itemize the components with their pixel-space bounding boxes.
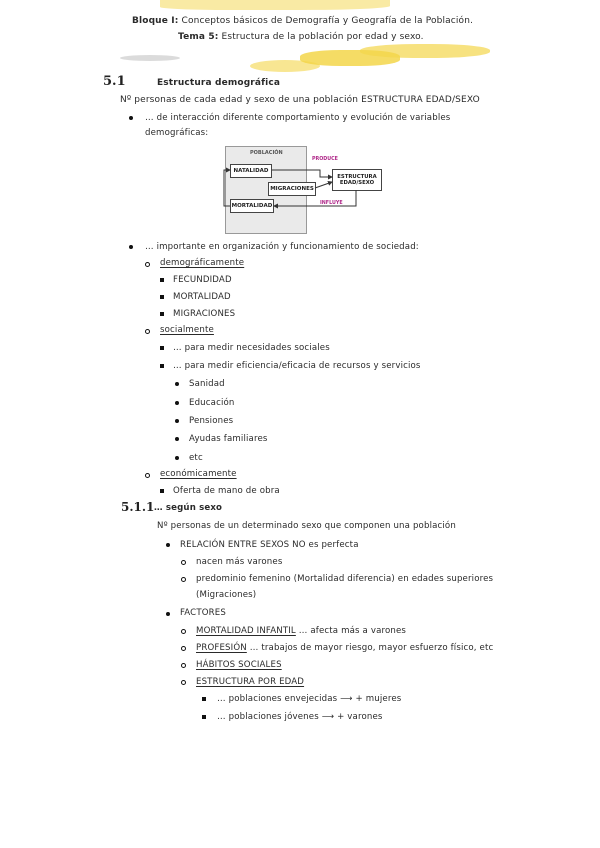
circle-bullet [145,473,150,478]
social-sub-3: Pensiones [189,416,234,426]
square-bullet [160,312,164,316]
factores-title: FACTORES [180,608,226,618]
square-bullet [202,715,206,719]
circle-bullet [181,560,186,565]
relation-item-1: nacen más varones [196,557,283,567]
bullet-1-line-1: … de interacción diferente comportamiento y evolución de variables [145,113,451,123]
relation-item-2-line-2: (Migraciones) [196,590,257,600]
bullet [175,437,179,441]
factor-2 [196,643,493,653]
social-item-2: … para medir eficiencia/eficacia de recursos y servicios [173,361,421,371]
migraciones-box: MIGRACIONES [268,182,316,196]
circle-bullet [181,577,186,582]
bullet [166,543,170,547]
factor-4-label: ESTRUCTURA POR EDAD [196,677,305,687]
poblacion-label: POBLACIÓN [250,150,283,156]
bullet [129,245,133,249]
bullet [175,401,179,405]
square-bullet [202,697,206,701]
factor-1-text: … afecta más a varones [295,626,407,636]
circle-bullet [145,262,150,267]
bullet [175,456,179,460]
social-sub-4: Ayudas familiares [189,434,268,444]
demo-item-2: MORTALIDAD [173,292,231,302]
econ-label: económicamente [160,469,237,479]
section-number: 5.1 [103,74,126,89]
circle-bullet [181,646,186,651]
section-title: Estructura demográfica [157,78,281,88]
header-line-1 [132,16,473,26]
population-diagram [220,144,400,236]
square-bullet [160,364,164,368]
econ-item: Oferta de mano de obra [173,486,280,496]
circle-bullet [181,629,186,634]
bullet-2: … importante en organización y funcionamiento de sociedad: [145,242,419,252]
topic-label: Tema 5: [178,32,219,42]
circle-bullet [181,680,186,685]
bullet [175,419,179,423]
topic-title: Estructura de la población por edad y sexo. [218,32,424,42]
social-label: socialmente [160,325,214,335]
circle-bullet [181,663,186,668]
bullet-1-line-2: demográficas: [145,128,209,138]
factor-2-label: PROFESIÓN [196,643,247,653]
factor-3-label: HÁBITOS SOCIALES [196,660,282,670]
bullet [166,612,170,616]
relation-title: RELACIÓN ENTRE SEXOS NO es perfecta [180,540,359,550]
square-bullet [160,489,164,493]
block-title: Conceptos básicos de Demografía y Geografía de la Población. [178,16,474,26]
mortalidad-box: MORTALIDAD [230,199,274,213]
natalidad-box: NATALIDAD [230,164,272,178]
demo-item-1: FECUNDIDAD [173,275,232,285]
factor-1 [196,626,406,636]
estructura-label: ESTRUCTURA EDAD/SEXO [337,173,377,186]
social-sub-1: Sanidad [189,379,225,389]
social-sub-5: etc [189,453,203,463]
subsection-number: 5.1.1 [121,500,155,514]
square-bullet [160,278,164,282]
bullet [175,382,179,386]
influye-label: INFLUYE [320,201,343,206]
square-bullet [160,346,164,350]
demo-item-3: MIGRACIONES [173,309,236,319]
demo-label: demográficamente [160,258,245,268]
factor-4-item-2: … poblaciones jóvenes ⟶ + varones [217,712,383,722]
diagram-arrows [220,144,400,236]
relation-item-2-line-1: predominio femenino (Mortalidad diferencia) en edades superiores [196,574,494,584]
header-line-2 [178,32,424,42]
subsection-definition: Nº personas de un determinado sexo que componen una población [157,521,456,531]
factor-4-item-1: … poblaciones envejecidas ⟶ + mujeres [217,694,402,704]
social-sub-2: Educación [189,398,235,408]
social-item-1: … para medir necesidades sociales [173,343,330,353]
section-definition: Nº personas de cada edad y sexo de una población ESTRUCTURA EDAD/SEXO [120,95,480,105]
square-bullet [160,295,164,299]
produce-label: PRODUCE [312,157,338,162]
circle-bullet [145,329,150,334]
factor-1-label: MORTALIDAD INFANTIL [196,626,296,636]
bullet [129,116,133,120]
block-label: Bloque I: [132,16,179,26]
factor-2-text: … trabajos de mayor riesgo, mayor esfuerzo físico, etc [246,643,494,653]
subsection-title: … según sexo [154,503,223,513]
